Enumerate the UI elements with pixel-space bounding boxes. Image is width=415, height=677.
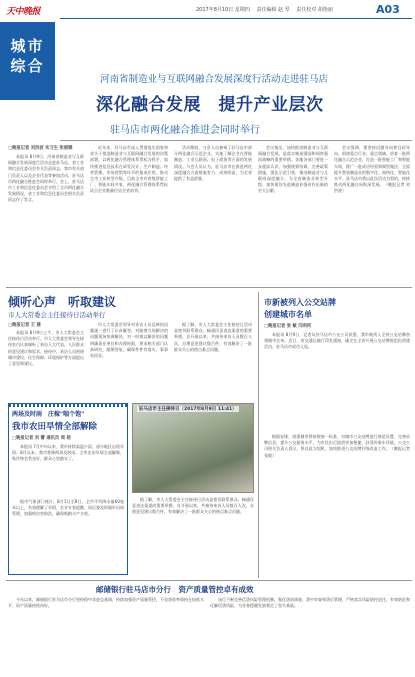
story2-byline: □晚报记者 王 建	[8, 323, 41, 328]
box-title-main: 我市农田旱情全部解除	[12, 422, 98, 432]
lead-headline: 深化融合发展 提升产业层次	[96, 95, 324, 115]
story2-column-3: 据了解，市人大常委会主任接待日活动是密切联系群众、畅通民意表达渠道的重要举措，自开展以来，共接待来访人员数百人次，办理意见建议数百件，有效解决了一批群众关心的热点难点问题。	[174, 322, 252, 352]
box-title-top: 两场及时雨 庄稼"喘个饱"	[12, 411, 85, 418]
header-rule	[60, 18, 412, 19]
lead-byline: □晚报记者 刘洪波 实习生 张丽娜	[8, 146, 73, 151]
story3-byline: □晚报记者 张 敏 闫利珂	[264, 324, 312, 329]
section-label-bottom: 综合	[10, 57, 45, 75]
lead-subhead: 驻马店市两化融合推进会同时举行	[110, 125, 260, 136]
issue-date: 2017年8月10日 星期四	[196, 7, 250, 13]
lead-kicker: 河南省制造业与互联网融合发展深度行活动走进驻马店	[100, 74, 329, 85]
meeting-photo	[132, 403, 254, 493]
bottom-column-2: 该行不断完善信贷风险管理机制，强化贷前调查、贷中审查和贷后管理，严格落实风险防控责任，有效防范和化解信贷风险，为业务稳健发展奠定了坚实基础。	[210, 597, 410, 609]
lead-column-2: 近年来，驻马店市深入贯彻落实国家和省关于推进制造业与互联网融合发展的决策部署，以两化融合管理体系贯标为抓手，加快推进信息技术在研发设计、生产制造、经营管理、市场营销等环节的集成应用，推动全市工业转型升级。目前全市有省级智能工厂、智能车间多家，两化融合管理体系贯标试点企业数量位居全省前列。	[90, 145, 168, 194]
story3-headline: 市新被列入公交站牌	[264, 298, 336, 307]
lead-column-1: 本报讯 8月9日，河南省制造业与互联网融合发展深度行活动走进驻马店，省工业和信息化委员会有关负责同志、我市有关部门负责人以及企业代表等参加活动。驻马店市两化融合推进会同时举行。会上，驻马店市工业和信息化委员会介绍了全市两化融合发展情况，省工业和信息化委员会相关负责同志作了发言。	[8, 154, 84, 203]
story3-subhead: 创建城市名单	[264, 310, 312, 319]
section-divider	[6, 287, 412, 288]
column-rule	[258, 292, 259, 578]
story3-column-1: 本报讯 8月9日，记者从驻马店市公交公司获悉，我市被列入全省公交站牌创建城市名单。近日，省交通运输厅印发通知，确定在全省开展公交站牌规范化创建活动，驻马店市成功入选。	[264, 332, 410, 350]
section-label-top: 城市	[10, 37, 45, 55]
editor-credit: 责任编辑 赵 琴	[256, 7, 290, 13]
lead-rule	[60, 140, 412, 141]
story2-column-1: 本报讯 8月9日上午，市人大常委会主任接待日活动举行。市人大常委会领导在接待室内认真倾听了来访人大代表、人民群众的意见建议和诉求。接待中，来访人员围绕城市建设、民生保障、环境保护等方面提出了意见和建议。	[8, 330, 84, 367]
newspaper-logo: 天中晚报	[6, 7, 41, 17]
section-rail	[0, 22, 55, 100]
lead-column-3: 活动期间，与会人员参观了驻马店市部分两化融合示范企业，实地了解企业在智能制造、工业互联网、电子商务等方面的发展情况。与会人员认为，驻马店市在推进两化深度融合方面措施有力、成效明显，为全省提供了有益借鉴。	[174, 145, 252, 182]
lead-column-5: 会议强调，要坚持问题导向和目标导向，围绕重点行业、重点领域，培育一批两化融合示范企业，打造一批智能工厂和智能车间，推广一批成功经验和典型做法，全面提升我省制造业的数字化、网络化、智能化水平。驻马店市将以此次活动为契机，持续推动两化融合向纵深发展。（晚报记者 刘洪波）	[334, 145, 410, 194]
bottom-headline: 邮储银行驻马店市分行 资产质量管控卓有成效	[96, 585, 254, 594]
story2-headline: 倾听心声 听取建议	[8, 295, 117, 309]
box-column-2: 据市气象部门统计，8月1日至8日，全市平均降水量60毫米以上，有效缓解了旱情，农业专家提醒，雨后要及时做好田间管理，加强病虫害防治，确保秋粮丰产丰收。	[12, 499, 124, 517]
story2-column-2: 市人大常委会领导对来访人员反映的问题逐一进行了认真解答，对能够当场解决的问题现场协调解决，对一时难以解决的问题明确责任单位和办理时限，要求相关部门认真研究，限期答复，确保件件有落实、事事有回音。	[90, 322, 168, 359]
story2-subhead: 市人大常委会主任接待日活动举行	[8, 311, 106, 319]
designer-credit: 责任校对 胡艳丽	[296, 7, 333, 13]
box-column-1: 本报讯 7月中旬以来，我市持续高温少雨，部分地区出现旱情。8月以来，我市普降两场及时雨，全市农田旱情全部解除，秋作物长势良好，群众心里踏实了。	[12, 444, 124, 462]
story2-column-4: 据了解，市人大常委会主任接待日活动是密切联系群众、畅通民意表达渠道的重要举措，自开展以来，共接待来访人员数百人次，办理意见建议数百件，有效解决了一批群众关心的热点难点问题。	[132, 497, 254, 515]
page-meta	[196, 6, 374, 16]
bottom-column-1: 今年以来，邮储银行驻马店市分行坚持稳中求进总基调，持续加强资产质量管控，不良贷款率保持在较低水平，资产质量持续向好。	[8, 597, 204, 609]
photo-caption: 驻马店市主任接待日（2017年8月9日 11:41）	[139, 407, 237, 412]
page-number: A03	[376, 3, 400, 16]
bottom-divider	[6, 580, 412, 581]
lead-column-4: 会议指出，加快推进制造业与互联网融合发展，是落实制造强国和网络强国战略的重要举措。各地各部门要进一步提高认识，加强统筹协调，完善政策措施，强化示范引领，推动制造业与互联网深度融合，为全省制造业转型升级、加快建设先进制造业强省作出新的更大贡献。	[258, 145, 328, 194]
story3-column-2: 根据安排，创建城市将按照统一标准，对城市公交站牌进行规范设置，完善站牌信息，提升公交服务水平，为市民出行提供更加便捷、舒适的乘车环境。公交公司相关负责人表示，将以此为契机，加快推进公交站牌升级改造工作。（晚报记者 张敏）	[264, 434, 410, 458]
box-byline: □晚报记者 刘 蕾 通讯员 周 杨	[12, 436, 71, 441]
drought-relief-box	[8, 403, 128, 575]
